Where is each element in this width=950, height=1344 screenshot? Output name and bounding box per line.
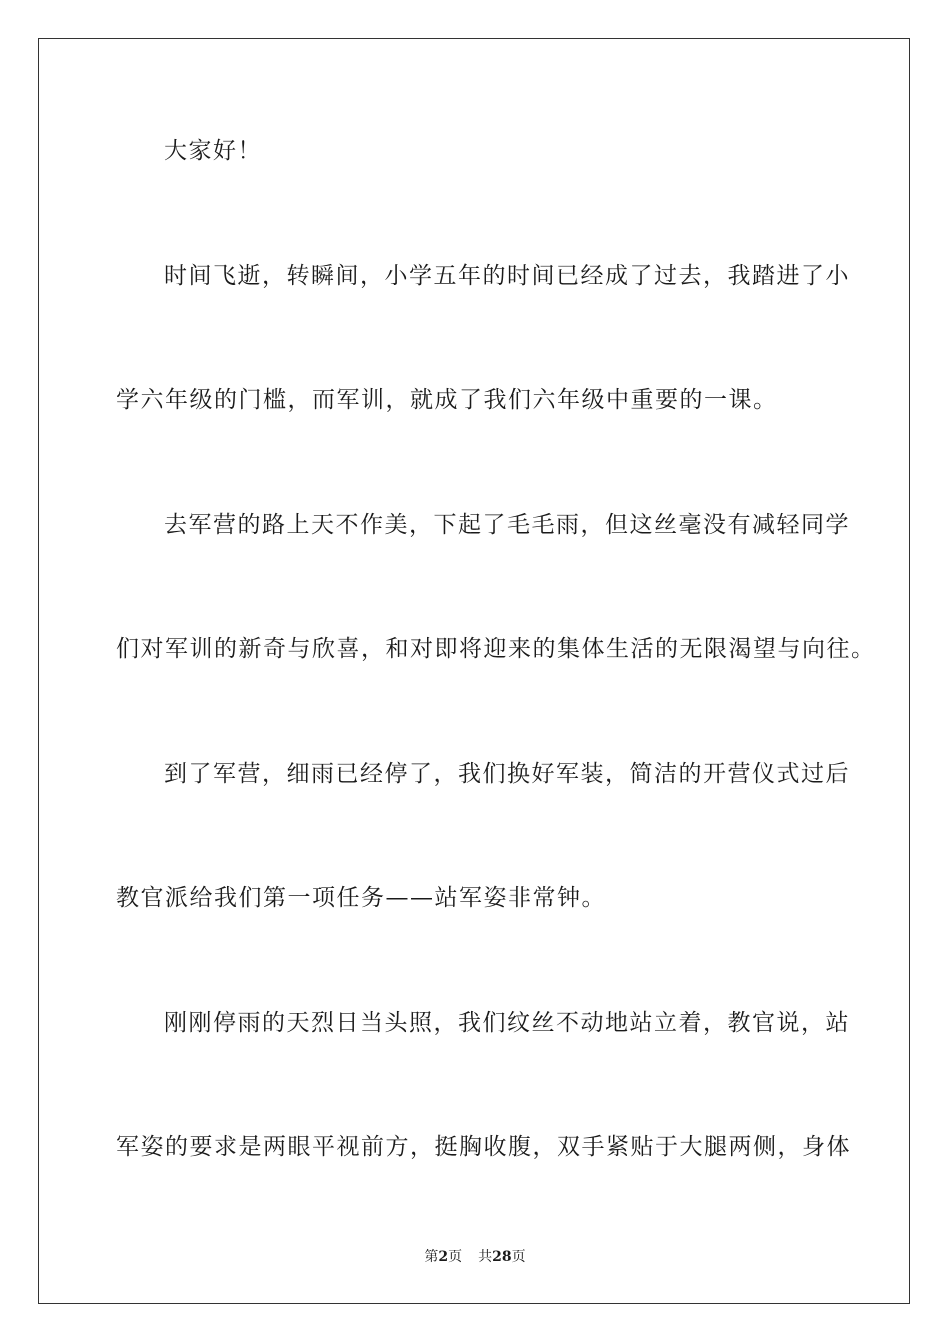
page-border xyxy=(38,38,910,1304)
paragraph-line: 到了军营，细雨已经停了，我们换好军装，简洁的开营仪式过后 xyxy=(164,761,850,787)
greeting-line: 大家好！ xyxy=(164,138,262,164)
page-number: 2 xyxy=(438,1249,449,1265)
paragraph-line: 军姿的要求是两眼平视前方，挺胸收腹，双手紧贴于大腿两侧，身体 xyxy=(116,1134,851,1160)
paragraph-line: 学六年级的门槛，而军训，就成了我们六年级中重要的一课。 xyxy=(116,387,778,413)
page-footer xyxy=(0,1248,950,1266)
paragraph-line: 刚刚停雨的天烈日当头照，我们纹丝不动地站立着，教官说，站 xyxy=(164,1010,850,1036)
page-prefix: 第 xyxy=(424,1249,439,1265)
paragraph-line: 们对军训的新奇与欣喜，和对即将迎来的集体生活的无限渴望与向往。 xyxy=(116,636,876,662)
total-pages: 28 xyxy=(492,1249,512,1265)
total-prefix: 共 xyxy=(478,1249,493,1265)
paragraph-line: 去军营的路上天不作美，下起了毛毛雨，但这丝毫没有减轻同学 xyxy=(164,512,850,538)
page-suffix: 页 xyxy=(448,1249,463,1265)
total-suffix: 页 xyxy=(511,1249,526,1265)
paragraph-line: 时间飞逝，转瞬间，小学五年的时间已经成了过去，我踏进了小 xyxy=(164,263,850,289)
paragraph-line: 教官派给我们第一项任务——站军姿非常钟。 xyxy=(116,885,606,911)
